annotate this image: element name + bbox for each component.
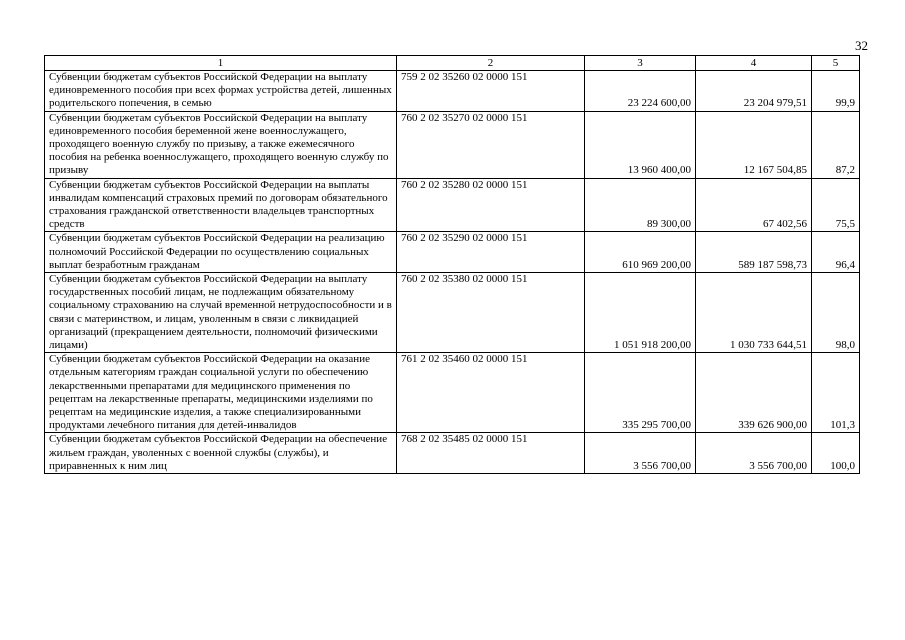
row-budget-code: 759 2 02 35260 02 0000 151 xyxy=(397,71,585,112)
column-header-1: 1 xyxy=(45,56,397,71)
column-header-3: 3 xyxy=(585,56,696,71)
row-budget-code: 760 2 02 35280 02 0000 151 xyxy=(397,178,585,232)
row-executed-amount: 23 204 979,51 xyxy=(696,71,812,112)
row-percent: 100,0 xyxy=(812,433,860,474)
row-budget-code: 760 2 02 35270 02 0000 151 xyxy=(397,111,585,178)
row-percent: 99,9 xyxy=(812,71,860,112)
table-row xyxy=(45,273,860,353)
row-executed-amount: 67 402,56 xyxy=(696,178,812,232)
row-description: Субвенции бюджетам субъектов Российской Федерации на выплату единовременного пособия беременной жене военнослужащего, проходящего военную службу по призыву, а также ежемесячного пособия на ребенка военнослужащего, проходящего военную службу по призыву xyxy=(45,111,397,178)
row-planned-amount: 1 051 918 200,00 xyxy=(585,273,696,353)
table-row xyxy=(45,178,860,232)
row-executed-amount: 1 030 733 644,51 xyxy=(696,273,812,353)
table-row xyxy=(45,71,860,112)
table-row xyxy=(45,353,860,433)
row-description: Субвенции бюджетам субъектов Российской Федерации на оказание отдельным категориям граждан социальной услуги по обеспечению лекарственными препаратами для медицинского применения по рецептам на лекарственные препараты, медицинскими изделиями по рецептам на медицинские изделия, а также специализированными продуктами лечебного питания для детей-инвалидов xyxy=(45,353,397,433)
row-budget-code: 760 2 02 35290 02 0000 151 xyxy=(397,232,585,273)
row-planned-amount: 13 960 400,00 xyxy=(585,111,696,178)
row-planned-amount: 610 969 200,00 xyxy=(585,232,696,273)
column-header-2: 2 xyxy=(397,56,585,71)
row-budget-code: 761 2 02 35460 02 0000 151 xyxy=(397,353,585,433)
table-row xyxy=(45,111,860,178)
row-executed-amount: 589 187 598,73 xyxy=(696,232,812,273)
row-executed-amount: 339 626 900,00 xyxy=(696,353,812,433)
row-planned-amount: 89 300,00 xyxy=(585,178,696,232)
row-planned-amount: 335 295 700,00 xyxy=(585,353,696,433)
row-description: Субвенции бюджетам субъектов Российской Федерации на выплату единовременного пособия при всех формах устройства детей, лишенных родительского попечения, в семью xyxy=(45,71,397,112)
budget-execution-table xyxy=(44,55,860,474)
row-executed-amount: 3 556 700,00 xyxy=(696,433,812,474)
row-description: Субвенции бюджетам субъектов Российской Федерации на выплаты инвалидам компенсаций страховых премий по договорам обязательного страхования гражданской ответственности владельцев транспортных средств xyxy=(45,178,397,232)
row-percent: 87,2 xyxy=(812,111,860,178)
row-budget-code: 760 2 02 35380 02 0000 151 xyxy=(397,273,585,353)
row-percent: 96,4 xyxy=(812,232,860,273)
row-percent: 101,3 xyxy=(812,353,860,433)
row-description: Субвенции бюджетам субъектов Российской Федерации на обеспечение жильем граждан, уволенных с военной службы (службы), и приравненных к ним лиц xyxy=(45,433,397,474)
header-row xyxy=(45,56,860,71)
row-planned-amount: 3 556 700,00 xyxy=(585,433,696,474)
row-description: Субвенции бюджетам субъектов Российской Федерации на выплату государственных пособий лицам, не подлежащим обязательному социальному страхованию на случай временной нетрудоспособности и в связи с материнством, и лицам, уволенным в связи с ликвидацией организаций (прекращением деятельности, полномочий физическими лицами) xyxy=(45,273,397,353)
row-description: Субвенции бюджетам субъектов Российской Федерации на реализацию полномочий Российской Федерации по осуществлению социальных выплат безработным гражданам xyxy=(45,232,397,273)
column-header-5: 5 xyxy=(812,56,860,71)
row-budget-code: 768 2 02 35485 02 0000 151 xyxy=(397,433,585,474)
row-percent: 75,5 xyxy=(812,178,860,232)
page-number: 32 xyxy=(855,38,868,53)
table-row xyxy=(45,433,860,474)
row-planned-amount: 23 224 600,00 xyxy=(585,71,696,112)
row-percent: 98,0 xyxy=(812,273,860,353)
table-row xyxy=(45,232,860,273)
column-header-4: 4 xyxy=(696,56,812,71)
row-executed-amount: 12 167 504,85 xyxy=(696,111,812,178)
